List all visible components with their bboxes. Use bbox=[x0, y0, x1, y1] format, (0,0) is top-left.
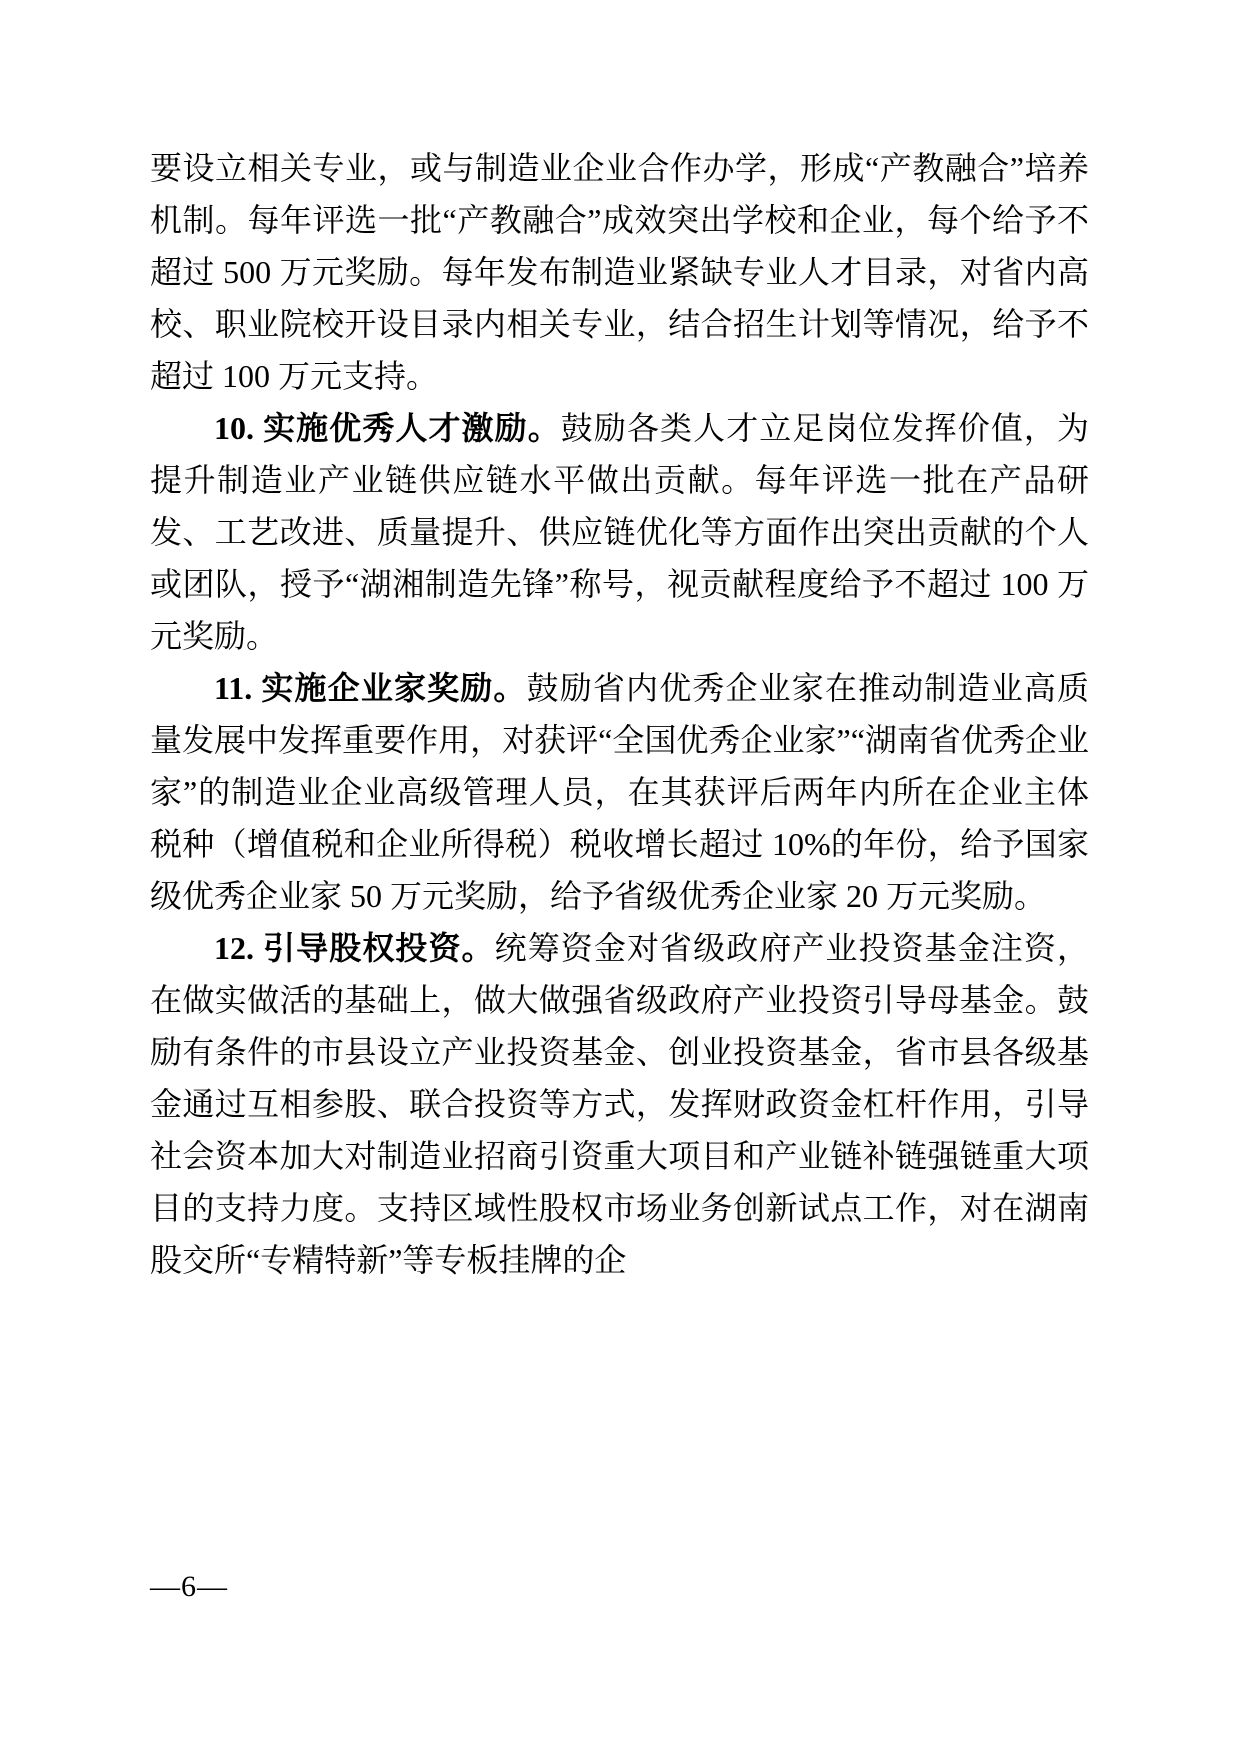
paragraph-continuation-body: 要设立相关专业，或与制造业企业合作办学，形成“产教融合”培养机制。每年评选一批“产教融合”成效突出学校和企业，每个给予不超过 500 万元奖励。每年发布制造业紧缺专业人才目录，对省内高校、职业院校开设目录内相关专业，结合招生计划等情况，给予不超过 100 万元支持。 bbox=[150, 150, 1089, 394]
item-10-heading: 10. 实施优秀人才激励。 bbox=[214, 410, 561, 446]
paragraph-item-11 bbox=[150, 662, 1089, 922]
item-11-body: 鼓励省内优秀企业家在推动制造业高质量发展中发挥重要作用，对获评“全国优秀企业家”“湖南省优秀企业家”的制造业企业高级管理人员，在其获评后两年内所在企业主体税种（增值税和企业所得税）税收增长超过 10%的年份，给予国家级优秀企业家 50 万元奖励，给予省级优秀企业家 20 万元奖励。 bbox=[150, 670, 1089, 914]
paragraph-item-10 bbox=[150, 402, 1089, 662]
item-10-body: 鼓励各类人才立足岗位发挥价值，为提升制造业产业链供应链水平做出贡献。每年评选一批在产品研发、工艺改进、质量提升、供应链优化等方面作出突出贡献的个人或团队，授予“湖湘制造先锋”称号，视贡献程度给予不超过 100 万元奖励。 bbox=[150, 410, 1089, 654]
paragraph-item-12 bbox=[150, 922, 1089, 1286]
item-12-heading: 12. 引导股权投资。 bbox=[214, 930, 495, 966]
item-12-body: 统筹资金对省级政府产业投资基金注资，在做实做活的基础上，做大做强省级政府产业投资引导母基金。鼓励有条件的市县设立产业投资基金、创业投资基金，省市县各级基金通过互相参股、联合投资等方式，发挥财政资金杠杆作用，引导社会资本加大对制造业招商引资重大项目和产业链补链强链重大项目的支持力度。支持区域性股权市场业务创新试点工作，对在湖南股交所“专精特新”等专板挂牌的企 bbox=[150, 930, 1089, 1278]
paragraph-continuation bbox=[150, 142, 1089, 402]
page-number: —6— bbox=[150, 1570, 228, 1603]
item-11-heading: 11. 实施企业家奖励。 bbox=[214, 670, 527, 706]
